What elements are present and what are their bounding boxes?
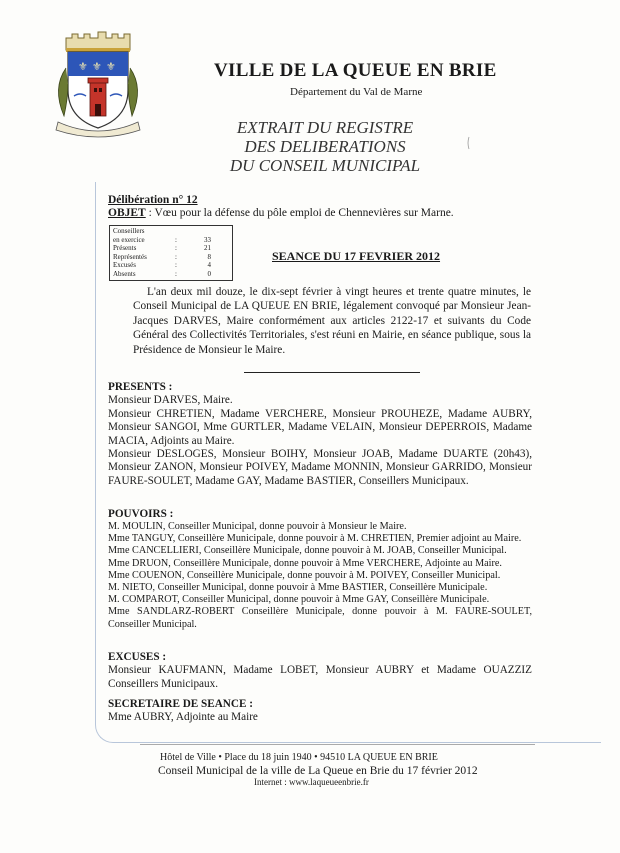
excuses-line: Monsieur KAUFMANN, Madame LOBET, Monsieur AUBRY et Madame OUAZZIZ Conseillers Municipaux. (108, 664, 532, 690)
stats-row: Absents : 0 (113, 269, 211, 278)
pouvoirs-line: Mme TANGUY, Conseillère Municipale, donne pouvoir à M. CHRETIEN, Premier adjoint au Maire. (108, 533, 522, 545)
object-label: OBJET (108, 207, 146, 219)
footer-divider (140, 744, 535, 745)
town-title: VILLE DE LA QUEUE EN BRIE (214, 60, 497, 81)
pouvoirs-line: Mme SANDLARZ-ROBERT Conseillère Municipale, donne pouvoir à M. FAURE-SOULET, Conseiller Municipal. (108, 606, 532, 630)
secretaire-heading: SECRETAIRE DE SEANCE : (108, 698, 253, 710)
stats-row: en exercice : 33 (113, 235, 211, 244)
excuses-section (108, 651, 532, 691)
pouvoirs-line: M. MOULIN, Conseiller Municipal, donne pouvoir à Monsieur le Maire. (108, 521, 407, 532)
presents-line: Monsieur DESLOGES, Monsieur BOIHY, Monsieur JOAB, Madame DUARTE (20h43), Monsieur ZANON, Monsieur POIVEY, Madame MONNIN, Monsieur GARRIDO, Monsieur FAURE-SOULET, Madame GAY, Madame BASTIER, Conseillers Municipaux. (108, 448, 532, 487)
stats-row: Conseillers (113, 227, 145, 235)
pouvoirs-heading: POUVOIRS : (108, 508, 174, 520)
extract-title-line: DES DELIBERATIONS (244, 137, 406, 156)
presents-line: Monsieur DARVES, Maire. (108, 394, 233, 407)
pouvoirs-line: Mme COUENON, Conseillère Municipale, donne pouvoir à M. POIVEY, Conseiller Municipal. (108, 569, 501, 581)
separator-line (244, 372, 420, 373)
stats-row: Présents : 21 (113, 244, 211, 253)
intro-paragraph: L'an deux mil douze, le dix-sept février à vingt heures et trente quatre minutes, le Conseil Municipal de LA QUEUE EN BRIE, légalement convoqué par Monsieur Jean-Jacques DARVES, Maire conformément aux articles 2122-17 et suivants du Code Général des Collectivités Territoriales, s'est réuni en Mairie, en séance publique, sous la Présidence de Monsieur le Maire. (133, 286, 531, 356)
deliberation-number: Délibération n° 12 (108, 194, 198, 206)
presents-heading: PRESENTS : (108, 381, 173, 393)
secretaire-section (108, 698, 532, 725)
council-stats-box (109, 225, 233, 281)
session-title: SEANCE DU 17 FEVRIER 2012 (272, 249, 441, 263)
footer-address: Hôtel de Ville • Place du 18 juin 1940 • 94510 LA QUEUE EN BRIE (160, 752, 438, 763)
pouvoirs-line: Mme CANCELLIERI, Conseillère Municipale, donne pouvoir à M. JOAB, Conseiller Municipal. (108, 545, 507, 557)
extract-title (210, 118, 440, 175)
pouvoirs-section (108, 507, 532, 631)
footer-stamp-line: Conseil Municipal de la ville de La Queue en Brie du 17 février 2012 (158, 765, 478, 777)
extract-title-line: DU CONSEIL MUNICIPAL (229, 156, 421, 175)
pouvoirs-line: Mme DRUON, Conseillère Municipale, donne pouvoir à Mme VERCHERE, Adjointe au Maire. (108, 557, 502, 569)
pouvoirs-line: M. NIETO, Conseiller Municipal, donne pouvoir à Mme BASTIER, Conseillère Municipale. (108, 582, 488, 594)
pouvoirs-line: M. COMPAROT, Conseiller Municipal, donne pouvoir à Mme GAY, Conseillère Municipale. (108, 594, 490, 606)
presents-line: Monsieur CHRETIEN, Madame VERCHERE, Monsieur PROUHEZE, Madame AUBRY, Monsieur SANGOI, Mme GURTLER, Madame VELAIN, Monsieur DEPERROIS, Madame MACIA, Adjoints au Maire. (108, 407, 532, 447)
footer-internet: Internet : www.laqueueenbrie.fr (254, 777, 369, 787)
presents-section (108, 381, 532, 488)
secretaire-line: Mme AUBRY, Adjointe au Maire (108, 711, 258, 724)
deliberation-object (108, 207, 454, 219)
svg-text:⚜: ⚜ (92, 60, 102, 73)
stats-row: Excusés : 4 (113, 261, 211, 270)
town-crest-logo (48, 28, 148, 138)
svg-text:⚜: ⚜ (78, 60, 88, 73)
excuses-heading: EXCUSES : (108, 651, 167, 663)
svg-text:⚜: ⚜ (106, 60, 116, 73)
department-subtitle: Département du Val de Marne (290, 86, 423, 98)
extract-title-line: EXTRAIT DU REGISTRE (236, 118, 414, 137)
margin-mark (466, 136, 472, 150)
object-text: : Vœu pour la défense du pôle emploi de Chennevières sur Marne. (145, 207, 454, 219)
stats-row: Représentés : 8 (113, 252, 211, 261)
